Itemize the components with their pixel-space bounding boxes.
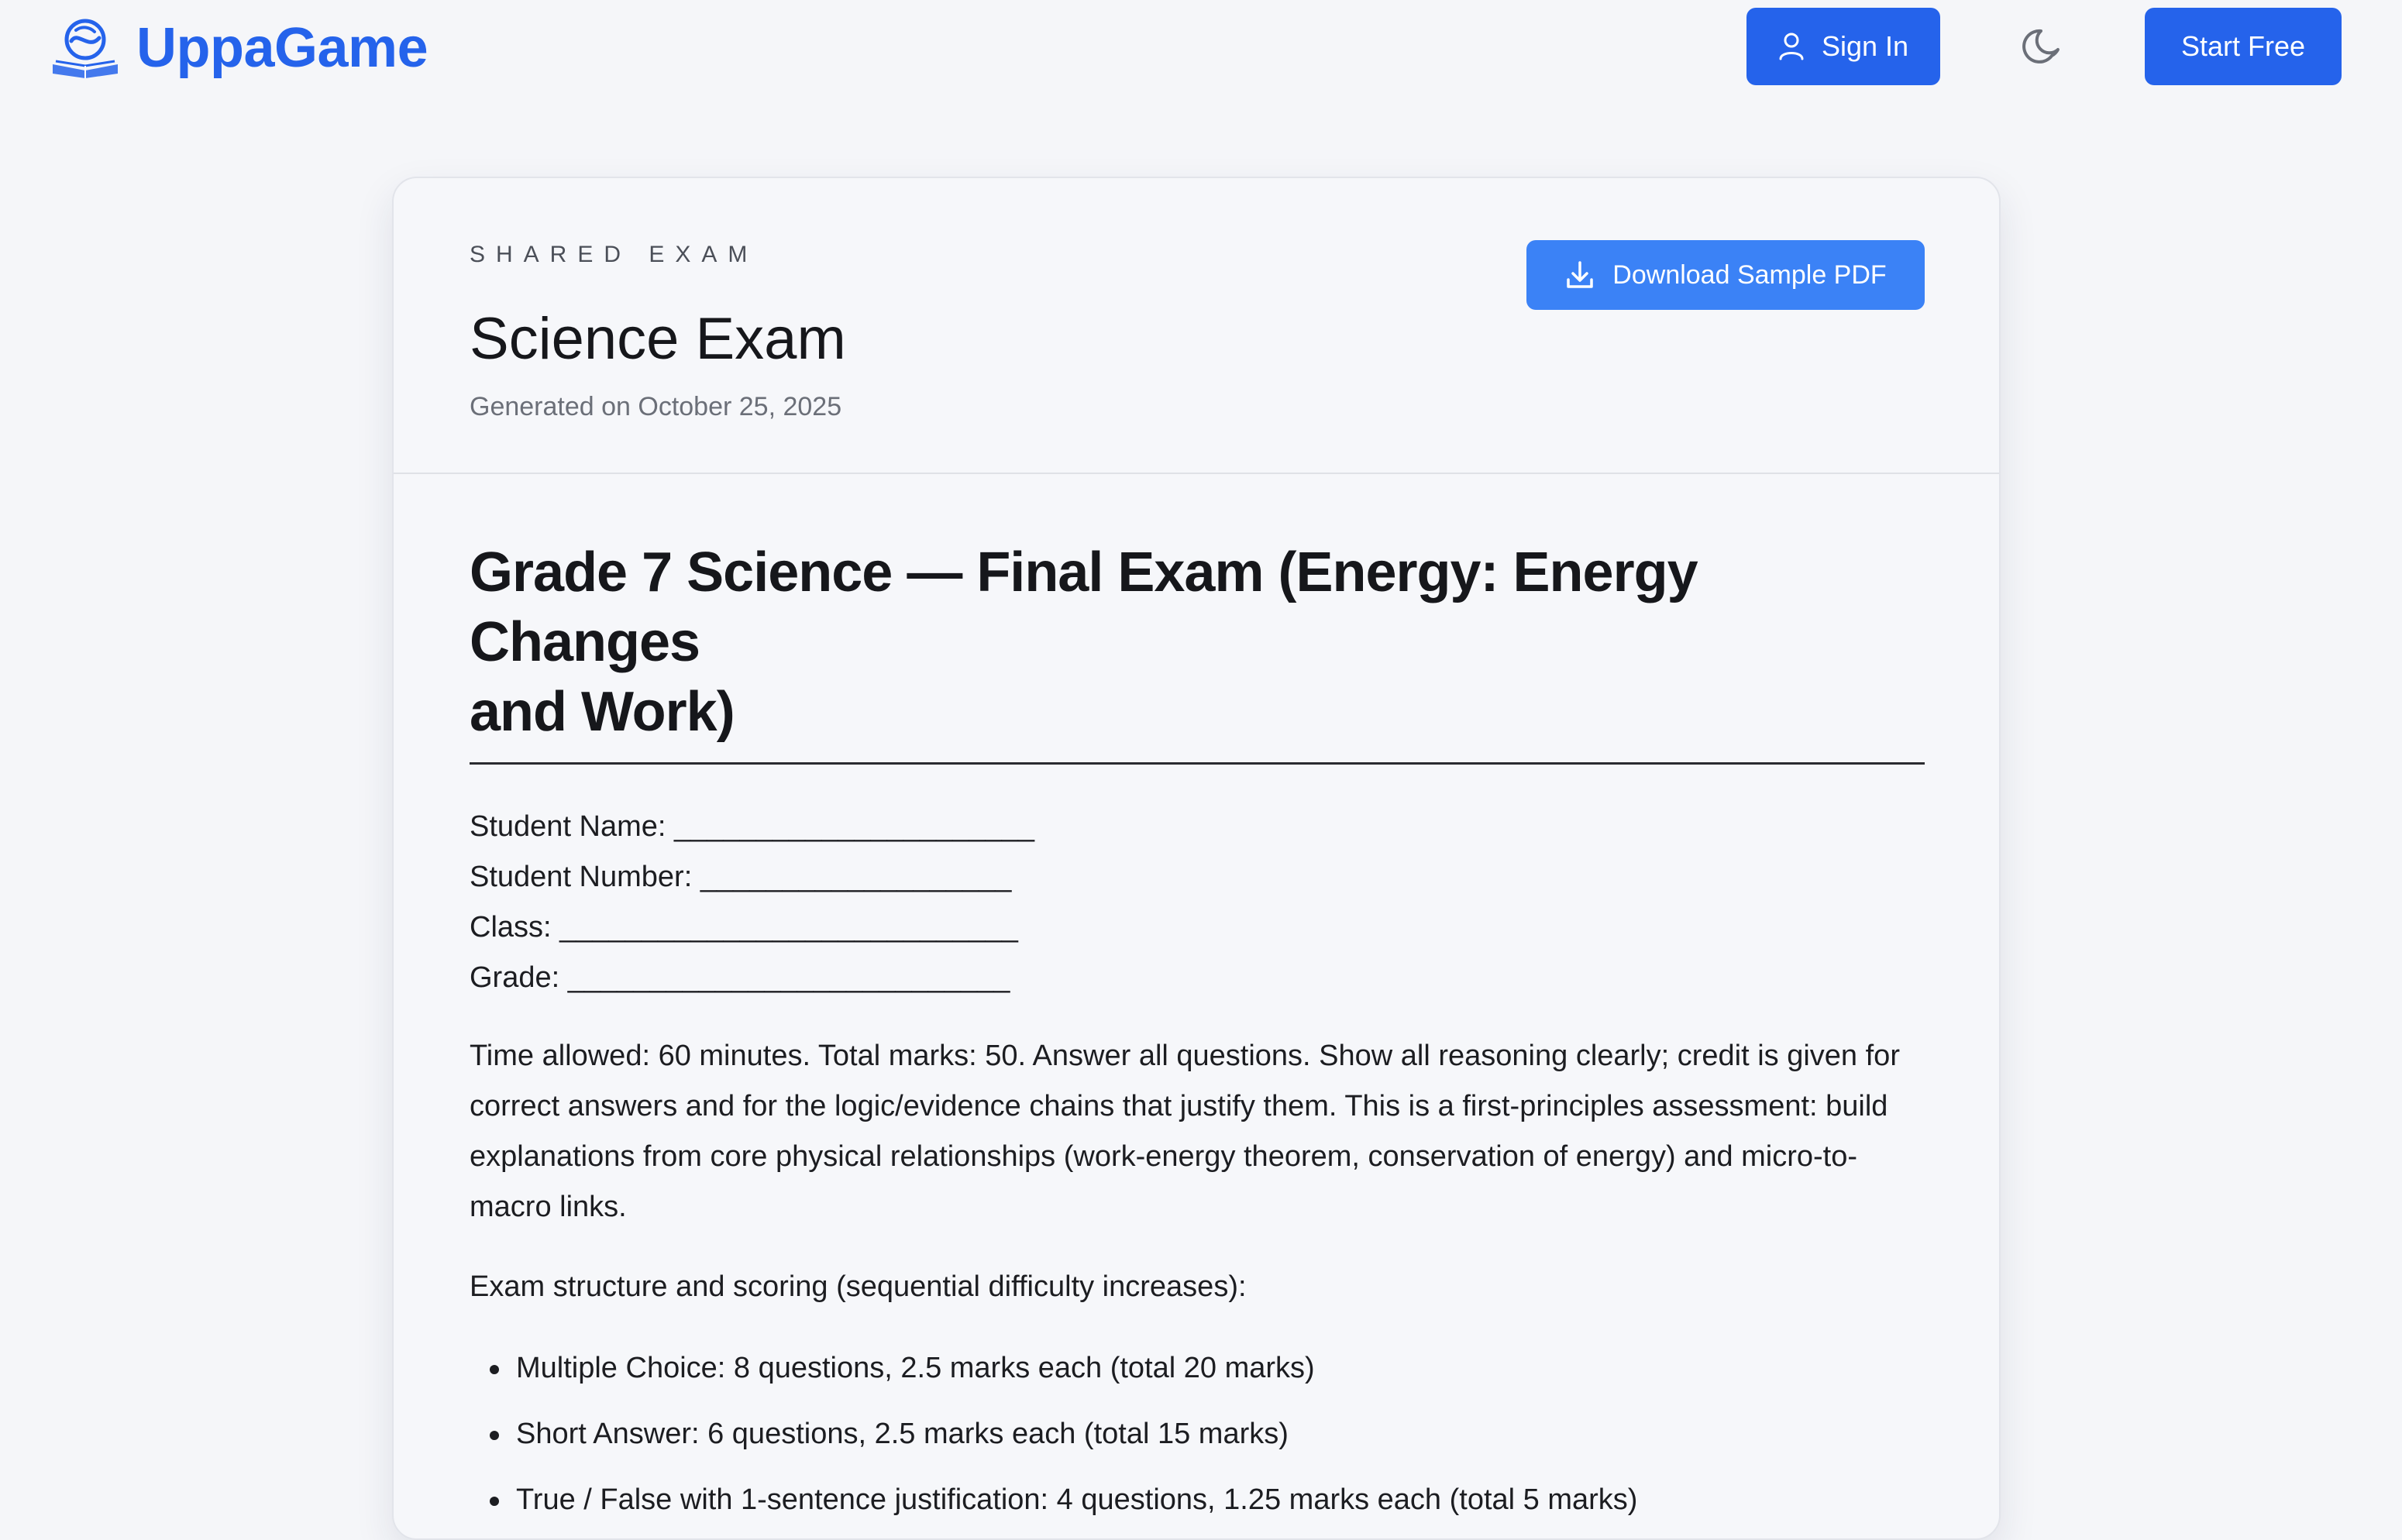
exam-structure-list [470,1343,1925,1525]
exam-card [392,177,2001,1540]
class-field: Class: ____________________________ [470,911,1018,944]
top-navigation-bar [0,0,2402,96]
download-icon [1564,260,1595,290]
book-globe-logo-icon [48,16,122,80]
download-label: Download Sample PDF [1612,260,1887,290]
exam-card-header [394,178,1999,474]
list-item: Multiple Choice: 8 questions, 2.5 marks each (total 20 marks) [470,1343,1925,1394]
download-sample-pdf-button[interactable] [1526,240,1925,310]
generated-date: Generated on October 25, 2025 [470,392,842,421]
student-number-field: Student Number: ___________________ [470,861,1012,893]
start-free-button[interactable] [2145,8,2342,85]
exam-title: Science Exam [470,306,846,372]
student-name-field: Student Name: ______________________ [470,810,1034,843]
shared-exam-kicker: SHARED EXAM [470,242,759,267]
grade-field: Grade: ___________________________ [470,961,1010,994]
document-heading-line-2: and Work) [470,681,735,743]
list-item: Short Answer: 6 questions, 2.5 marks each (total 15 marks) [470,1409,1925,1459]
user-icon [1778,33,1805,60]
document-heading-line-1: Grade 7 Science — Final Exam (Energy: Energy Changes [470,541,1698,673]
brand-link[interactable] [48,14,428,82]
exam-instructions: Time allowed: 60 minutes. Total marks: 50. Answer all questions. Show all reasoning clearly; credit is given for correct answers and for the logic/evidence chains that justify them. This is a first-principles assessment: build explanations from core physical relationships (work-energy theorem, conservation of energy) and micro-to-macro links. [470,1040,1900,1223]
sign-in-label: Sign In [1821,30,1909,62]
start-free-label: Start Free [2180,30,2306,62]
exam-structure-label: Exam structure and scoring (sequential difficulty increases): [470,1270,1247,1303]
moon-icon[interactable] [2021,25,2064,68]
student-fields [470,802,1925,1003]
sign-in-button[interactable] [1746,8,1940,85]
document-heading [470,538,1925,765]
brand-name: UppaGame [136,17,428,79]
exam-document [470,538,1925,1540]
list-item: True / False with 1-sentence justification: 4 questions, 1.25 marks each (total 5 marks) [470,1475,1925,1525]
